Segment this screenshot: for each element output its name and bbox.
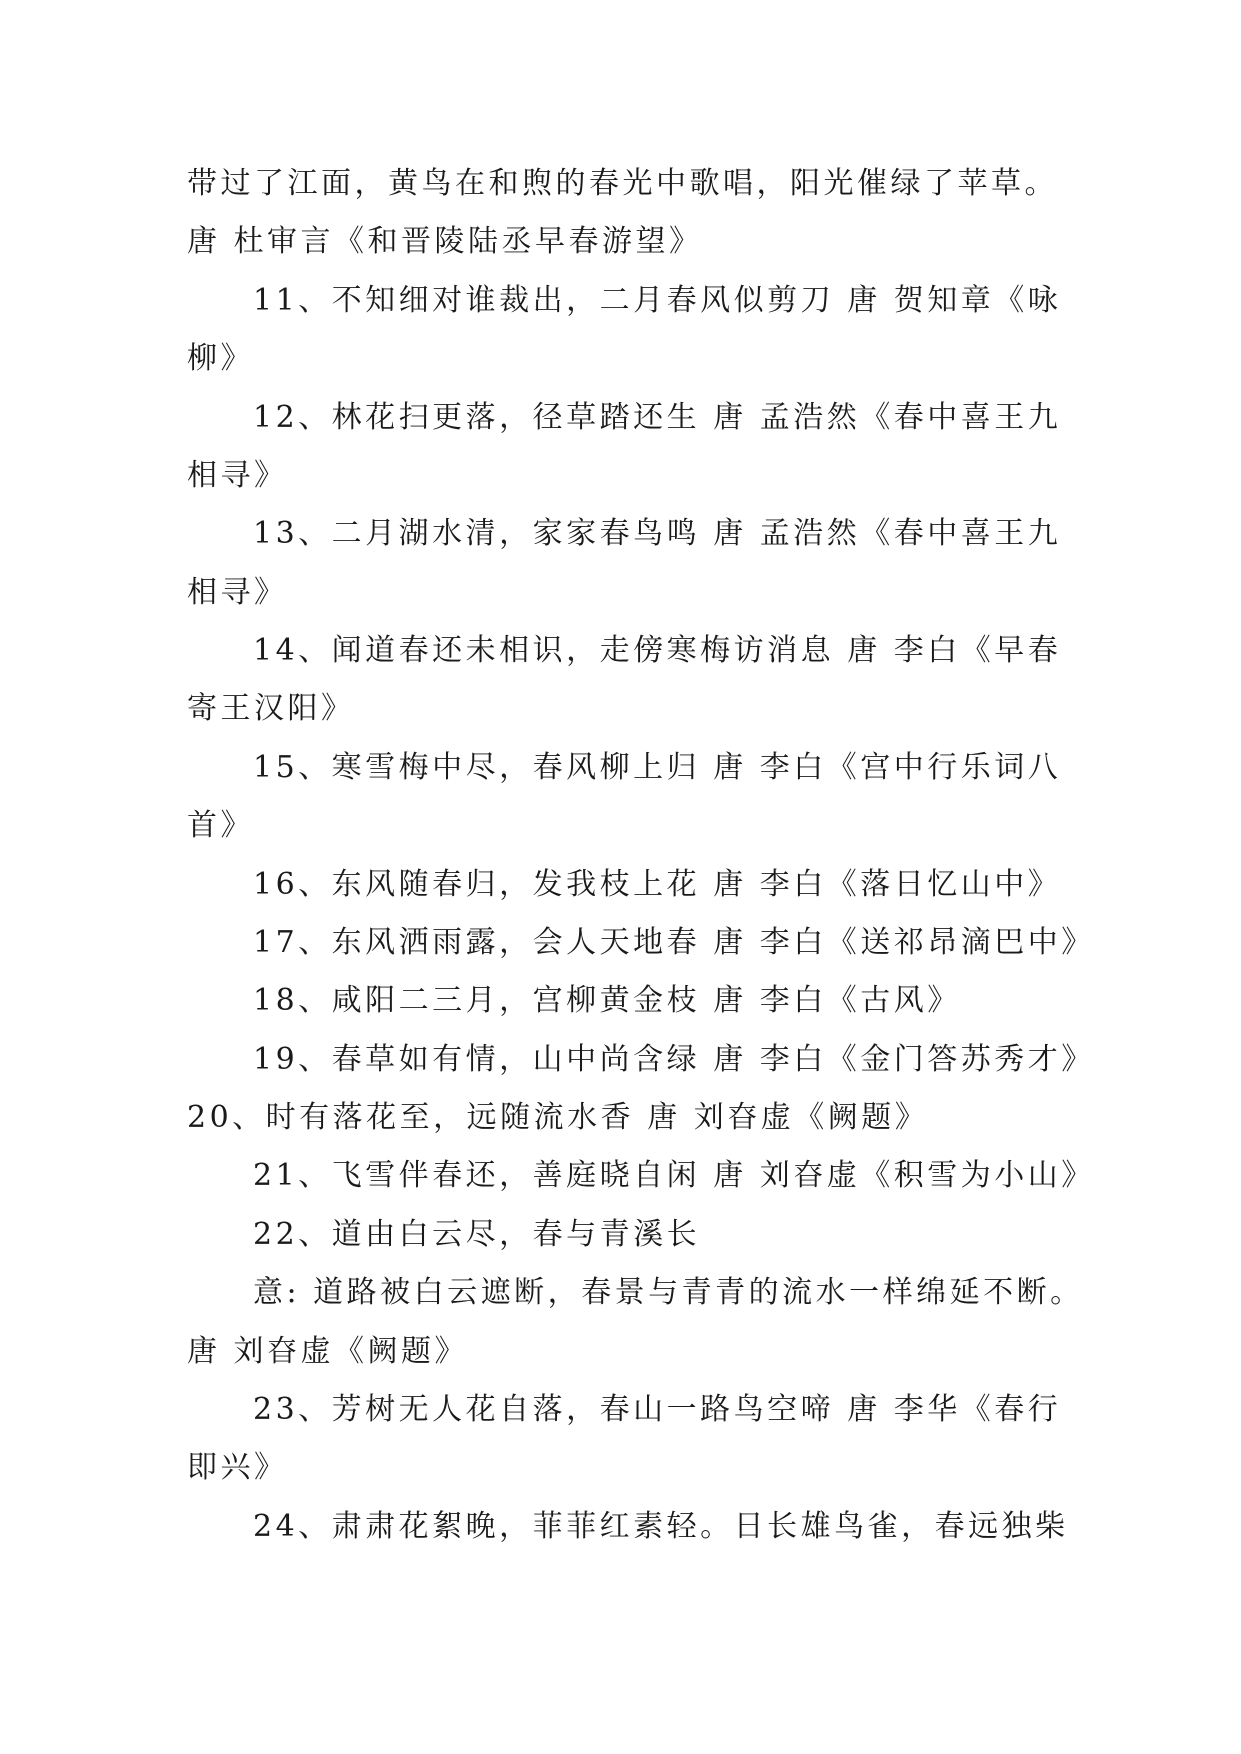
text-line: 带过了江面，黄鸟在和煦的春光中歌唱，阳光催绿了苹草。: [187, 166, 1058, 201]
poem-item-11: 11、不知细对谁裁出，二月春风似剪刀 唐 贺知章《咏: [253, 283, 1062, 318]
text-line: 相寻》: [187, 458, 288, 493]
poem-item-13: 13、二月湖水清，家家春鸟鸣 唐 孟浩然《春中喜王九: [253, 516, 1062, 551]
text-line: 柳》: [187, 341, 254, 376]
text-line: 首》: [187, 808, 254, 843]
text-line: 唐 刘昚虚《阙题》: [187, 1334, 469, 1369]
poem-item-14: 14、闻道春还未相识，走傍寒梅访消息 唐 李白《早春: [253, 633, 1062, 668]
poem-item-21: 21、飞雪伴春还，善庭晓自闲 唐 刘昚虚《积雪为小山》: [253, 1158, 1095, 1193]
poem-item-23: 23、芳树无人花自落，春山一路鸟空啼 唐 李华《春行: [253, 1392, 1062, 1427]
poem-item-22: 22、道由白云尽，春与青溪长: [253, 1217, 701, 1252]
poem-item-20: 20、时有落花至，远随流水香 唐 刘昚虚《阙题》: [187, 1100, 929, 1135]
poem-item-19: 19、春草如有情，山中尚含绿 唐 李白《金门答苏秀才》: [253, 1042, 1095, 1077]
text-line: 即兴》: [187, 1450, 288, 1485]
poem-item-16: 16、东风随春归，发我枝上花 唐 李白《落日忆山中》: [253, 867, 1062, 902]
poem-item-12: 12、林花扫更落，径草踏还生 唐 孟浩然《春中喜王九: [253, 400, 1062, 435]
poem-item-17: 17、东风洒雨露，会人天地春 唐 李白《送祁昂滴巴中》: [253, 925, 1095, 960]
text-line: 唐 杜审言《和晋陵陆丞早春游望》: [187, 224, 703, 259]
text-line: 寄王汉阳》: [187, 691, 355, 726]
meaning-line: 意: 道路被白云遮断，春景与青青的流水一样绵延不断。: [253, 1275, 1084, 1310]
poem-item-15: 15、寒雪梅中尽，春风柳上归 唐 李白《宫中行乐词八: [253, 750, 1062, 785]
poem-item-24: 24、肃肃花絮晚，菲菲红素轻。日长雄鸟雀，春远独柴: [253, 1509, 1069, 1544]
text-line: 相寻》: [187, 575, 288, 610]
poem-item-18: 18、咸阳二三月，宫柳黄金枝 唐 李白《古风》: [253, 983, 961, 1018]
